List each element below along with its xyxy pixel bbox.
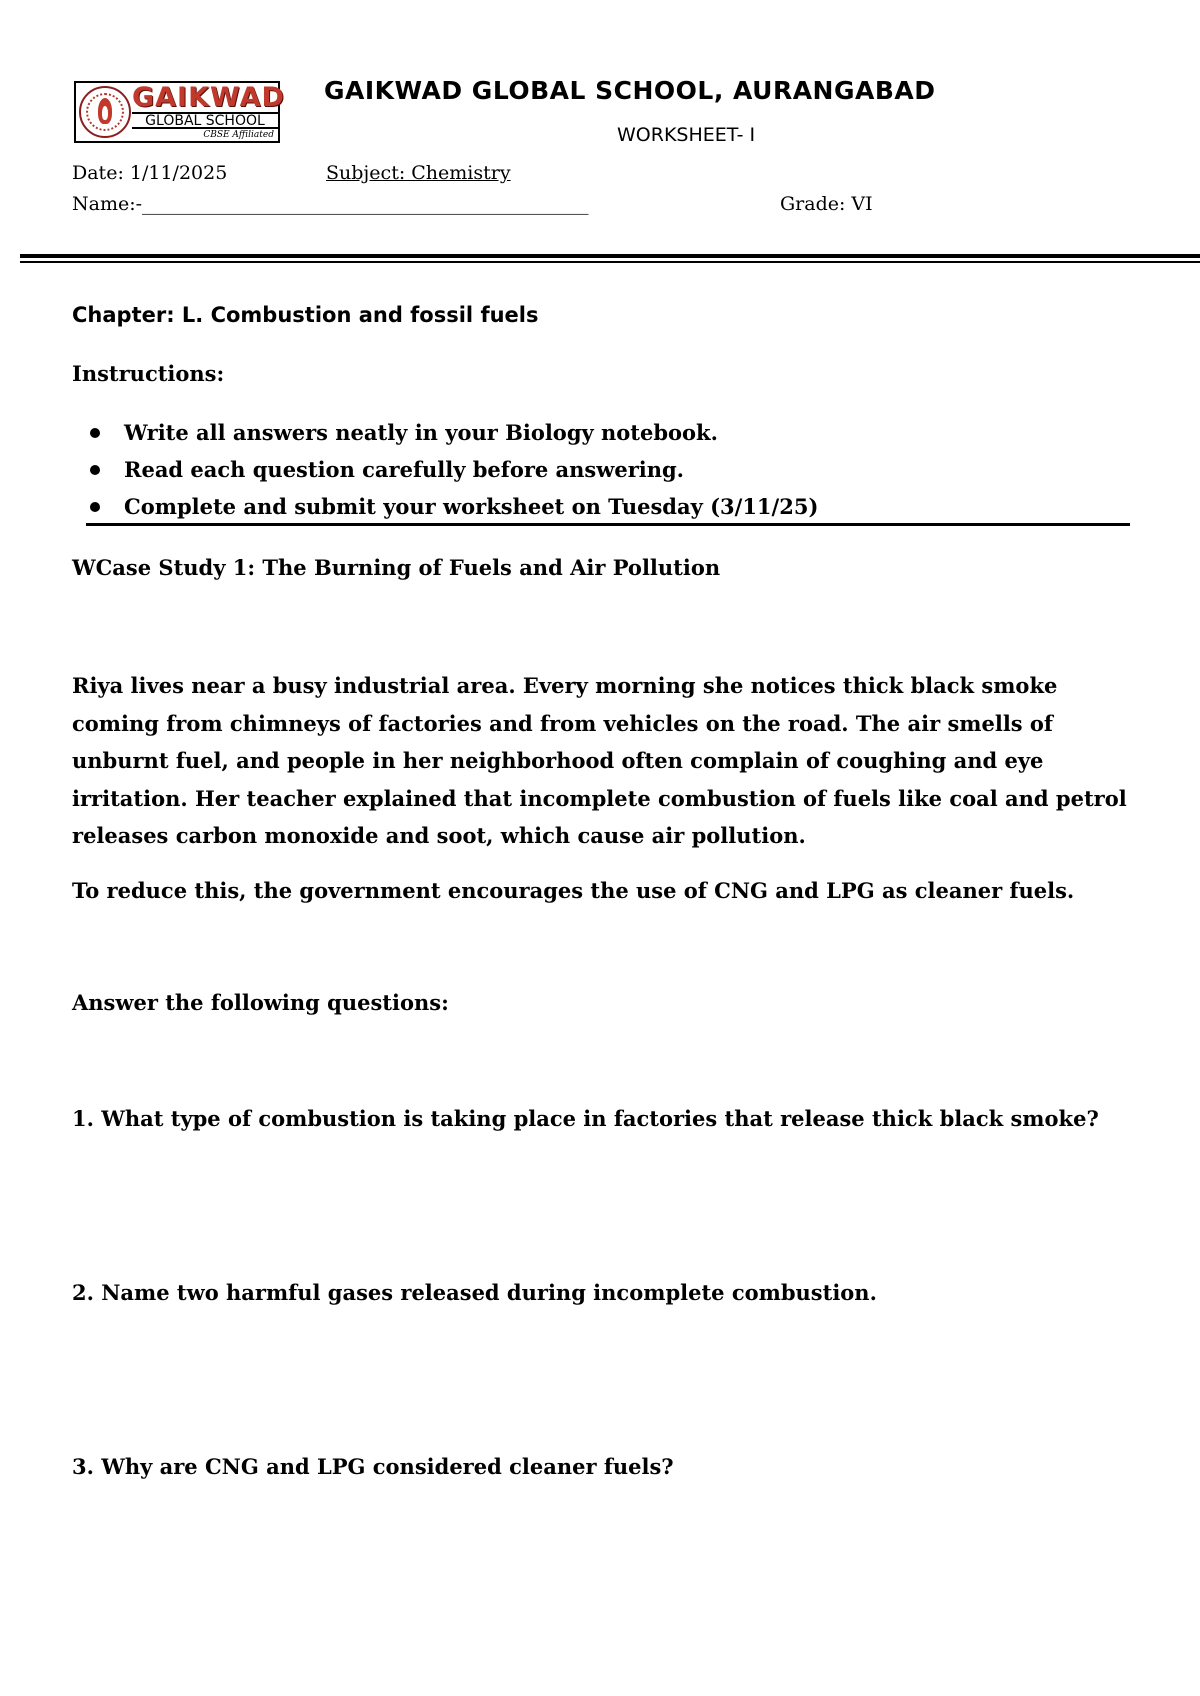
school-logo xyxy=(74,81,285,143)
list-item xyxy=(88,418,818,455)
case-study-paragraph: Riya lives near a busy industrial area. Every morning she notices thick black smoke coming from chimneys of factories and from vehicles on the road. The air smells of unburnt fuel, and people in her neighborhood often complain of coughing and eye irritation. Her teacher explained that incomplete combustion of fuels like coal and petrol releases carbon monoxide and soot, which cause air pollution. xyxy=(72,673,1127,848)
chapter-heading: Chapter: L. Combustion and fossil fuels xyxy=(72,303,539,327)
grade-field: Grade: VI xyxy=(780,193,873,215)
bullet-icon xyxy=(90,502,100,512)
instruction-text: Write all answers neatly in your Biology notebook. xyxy=(124,420,718,445)
list-item xyxy=(88,455,818,492)
subject-field: Subject: Chemistry xyxy=(326,162,511,184)
logo-subtitle: GLOBAL SCHOOL xyxy=(132,112,278,129)
case-study-paragraph: To reduce this, the government encourages the use of CNG and LPG as cleaner fuels. xyxy=(72,878,1075,903)
name-field: Name:-_______________________________________________ xyxy=(72,193,589,215)
case-study-title: WCase Study 1: The Burning of Fuels and Air Pollution xyxy=(72,555,721,580)
instructions-list xyxy=(88,418,818,529)
instructions-heading: Instructions: xyxy=(72,361,225,386)
date-field: Date: 1/11/2025 xyxy=(72,162,228,184)
question-3: 3. Why are CNG and LPG considered cleaner fuels? xyxy=(72,1454,674,1479)
logo-tagline: CBSE Affiliated xyxy=(203,130,274,140)
question-1: 1. What type of combustion is taking place in factories that release thick black smoke? xyxy=(72,1106,1099,1131)
instruction-text: Read each question carefully before answering. xyxy=(124,457,684,482)
worksheet-label: WORKSHEET- I xyxy=(617,124,756,146)
header-divider-thick xyxy=(20,254,1200,258)
bullet-icon xyxy=(90,428,100,438)
header-divider-thin xyxy=(20,261,1200,263)
instruction-text: Complete and submit your worksheet on Tuesday (3/11/25) xyxy=(124,494,819,519)
question-2: 2. Name two harmful gases released during incomplete combustion. xyxy=(72,1280,877,1305)
school-title: GAIKWAD GLOBAL SCHOOL, AURANGABAD xyxy=(324,76,936,105)
bullet-icon xyxy=(90,465,100,475)
instructions-divider xyxy=(86,523,1130,526)
logo-wordmark: GAIKWAD xyxy=(132,82,285,113)
flame-emblem-icon xyxy=(79,86,131,138)
questions-heading: Answer the following questions: xyxy=(72,990,449,1015)
